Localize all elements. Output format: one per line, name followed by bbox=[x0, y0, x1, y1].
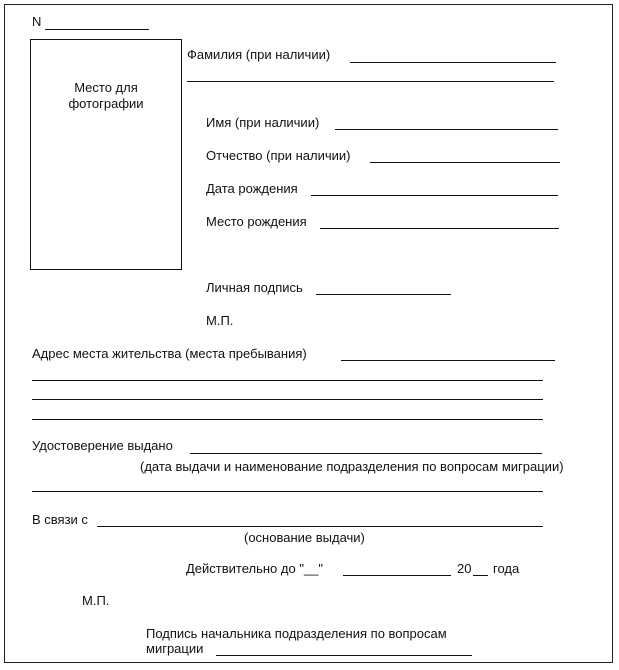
birth-date-line[interactable] bbox=[311, 195, 558, 196]
year-line[interactable] bbox=[473, 575, 488, 576]
name-label: Имя (при наличии) bbox=[206, 115, 320, 130]
signature-label: Личная подпись bbox=[206, 280, 303, 295]
reason-hint: (основание выдачи) bbox=[244, 530, 365, 545]
issued-hint: (дата выдачи и наименование подразделения по вопросам миграции) bbox=[140, 459, 564, 474]
stamp-bottom-label: М.П. bbox=[82, 593, 110, 608]
surname-label: Фамилия (при наличии) bbox=[187, 47, 331, 62]
issued-line-2[interactable] bbox=[32, 491, 543, 492]
reason-line[interactable] bbox=[97, 526, 543, 527]
year-suffix: года bbox=[493, 561, 520, 576]
birth-date-label: Дата рождения bbox=[206, 181, 298, 196]
reason-label: В связи с bbox=[32, 512, 88, 527]
issued-label: Удостоверение выдано bbox=[32, 438, 173, 453]
chief-signature-line[interactable] bbox=[216, 655, 472, 656]
surname-line-2[interactable] bbox=[187, 81, 554, 82]
photo-box bbox=[30, 39, 182, 270]
address-line[interactable] bbox=[341, 360, 555, 361]
valid-until-label: Действительно до "__" bbox=[186, 561, 324, 576]
number-line[interactable] bbox=[45, 29, 149, 30]
number-label: N bbox=[32, 14, 42, 29]
issued-line[interactable] bbox=[190, 453, 542, 454]
address-line-2[interactable] bbox=[32, 380, 543, 381]
year-prefix: 20 bbox=[457, 561, 472, 576]
chief-signature-label-2: миграции bbox=[146, 641, 204, 656]
photo-label: Место для фотографии bbox=[68, 80, 144, 111]
surname-line[interactable] bbox=[350, 62, 556, 63]
address-label: Адрес места жительства (места пребывания) bbox=[32, 346, 307, 361]
name-line[interactable] bbox=[335, 129, 558, 130]
address-line-3[interactable] bbox=[32, 399, 543, 400]
signature-line[interactable] bbox=[316, 294, 451, 295]
address-line-4[interactable] bbox=[32, 419, 543, 420]
birth-place-label: Место рождения bbox=[206, 214, 307, 229]
patronymic-label: Отчество (при наличии) bbox=[206, 148, 351, 163]
chief-signature-label: Подпись начальника подразделения по вопросам bbox=[146, 626, 447, 641]
valid-until-line[interactable] bbox=[343, 575, 451, 576]
birth-place-line[interactable] bbox=[320, 228, 559, 229]
patronymic-line[interactable] bbox=[370, 162, 560, 163]
stamp-top-label: М.П. bbox=[206, 313, 234, 328]
